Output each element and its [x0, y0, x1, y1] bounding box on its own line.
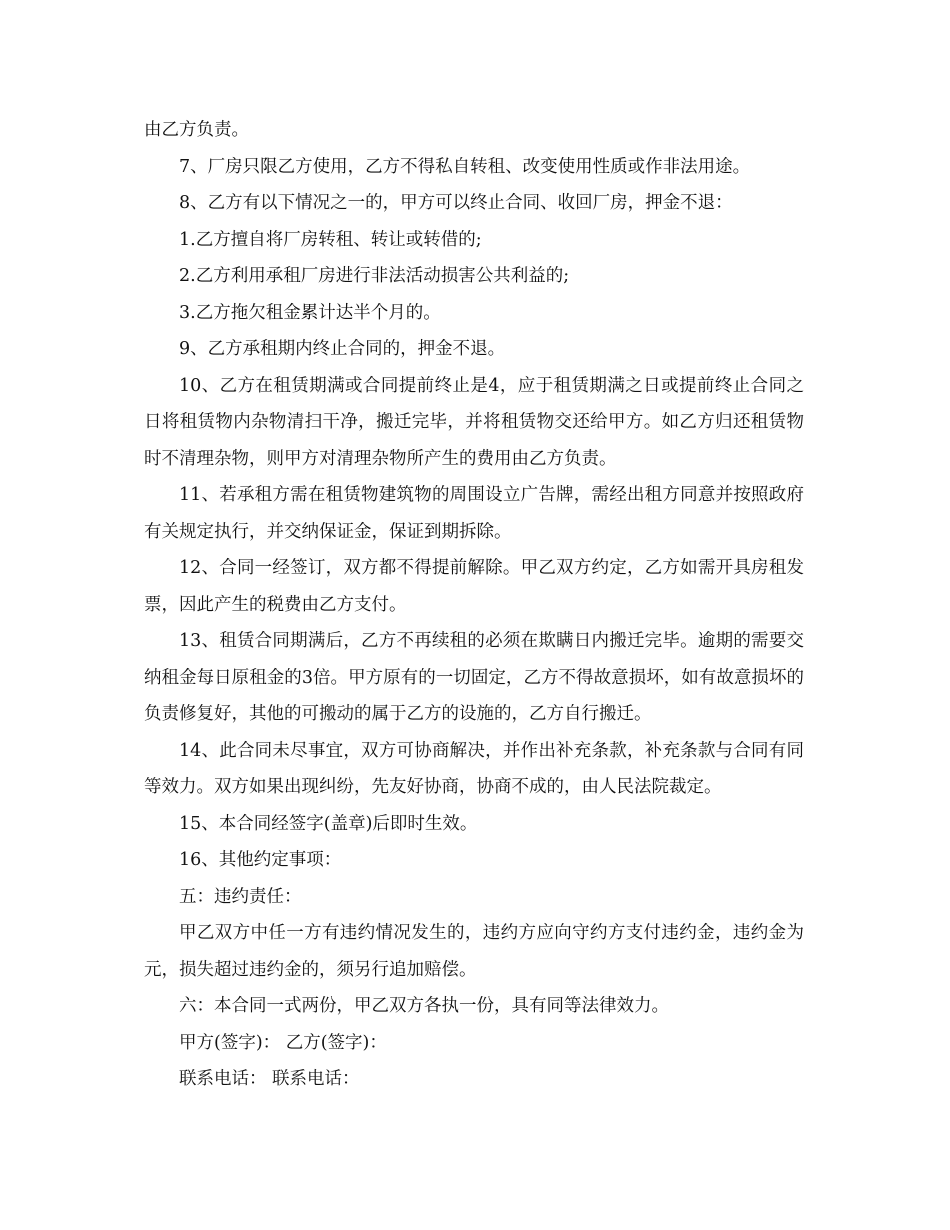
clause-11: 11、若承租方需在租赁物建筑物的周围设立广告牌，需经出租方同意并按照政府有关规定执行，并交纳保证金，保证到期拆除。	[144, 485, 804, 542]
signature-line: 甲方(签字)： 乙方(签字)：	[179, 1032, 387, 1053]
clause-14: 14、此合同未尽事宜，双方可协商解决，并作出补充条款，补充条款与合同有同等效力。双方如果出现纠纷，先友好协商，协商不成的，由人民法院裁定。	[144, 740, 804, 797]
section-5-heading: 五：违约责任：	[179, 886, 302, 907]
clause-10: 10、乙方在租赁期满或合同提前终止是4，应于租赁期满之日或提前终止合同之日将租赁物内杂物清扫干净，搬迁完毕，并将租赁物交还给甲方。如乙方归还租赁物时不清理杂物，则甲方对清理杂物所产生的费用由乙方负责。	[144, 375, 804, 469]
clause-8: 8、乙方有以下情况之一的，甲方可以终止合同、收回厂房，押金不退：	[179, 193, 733, 213]
clause-12: 12、合同一经签订，双方都不得提前解除。甲乙双方约定，乙方如需开具房租发票，因此产生的税费由乙方支付。	[144, 558, 804, 615]
section-5-body: 甲乙双方中任一方有违约情况发生的，违约方应向守约方支付违约金，违约金为 元，损失超过违约金的，须另行追加赔偿。	[144, 923, 804, 980]
document-page	[144, 112, 804, 1098]
paragraph-continuation: 由乙方负责。	[144, 120, 249, 140]
clause-8-item-3: 3.乙方拖欠租金累计达半个月的。	[179, 302, 441, 323]
clause-8-item-1: 1.乙方擅自将厂房转租、转让或转借的;	[179, 229, 482, 250]
clause-13: 13、租赁合同期满后，乙方不再续租的必须在欺瞒日内搬迁完毕。逾期的需要交纳租金每日原租金的3倍。甲方原有的一切固定，乙方不得故意损坏，如有故意损坏的负责修复好，其他的可搬动的属于乙方的设施的，乙方自行搬迁。	[144, 631, 804, 724]
clause-9: 9、乙方承租期内终止合同的，押金不退。	[179, 339, 506, 359]
clause-8-item-2: 2.乙方利用承租厂房进行非法活动损害公共利益的;	[179, 266, 570, 286]
clause-15: 15、本合同经签字(盖章)后即时生效。	[179, 813, 478, 834]
section-6: 六：本合同一式两份，甲乙双方各执一份，具有同等法律效力。	[179, 996, 669, 1016]
contact-line: 联系电话： 联系电话：	[179, 1069, 360, 1089]
clause-16: 16、其他约定事项：	[179, 850, 342, 870]
clause-7: 7、厂房只限乙方使用，乙方不得私自转租、改变使用性质或作非法用途。	[179, 156, 751, 177]
